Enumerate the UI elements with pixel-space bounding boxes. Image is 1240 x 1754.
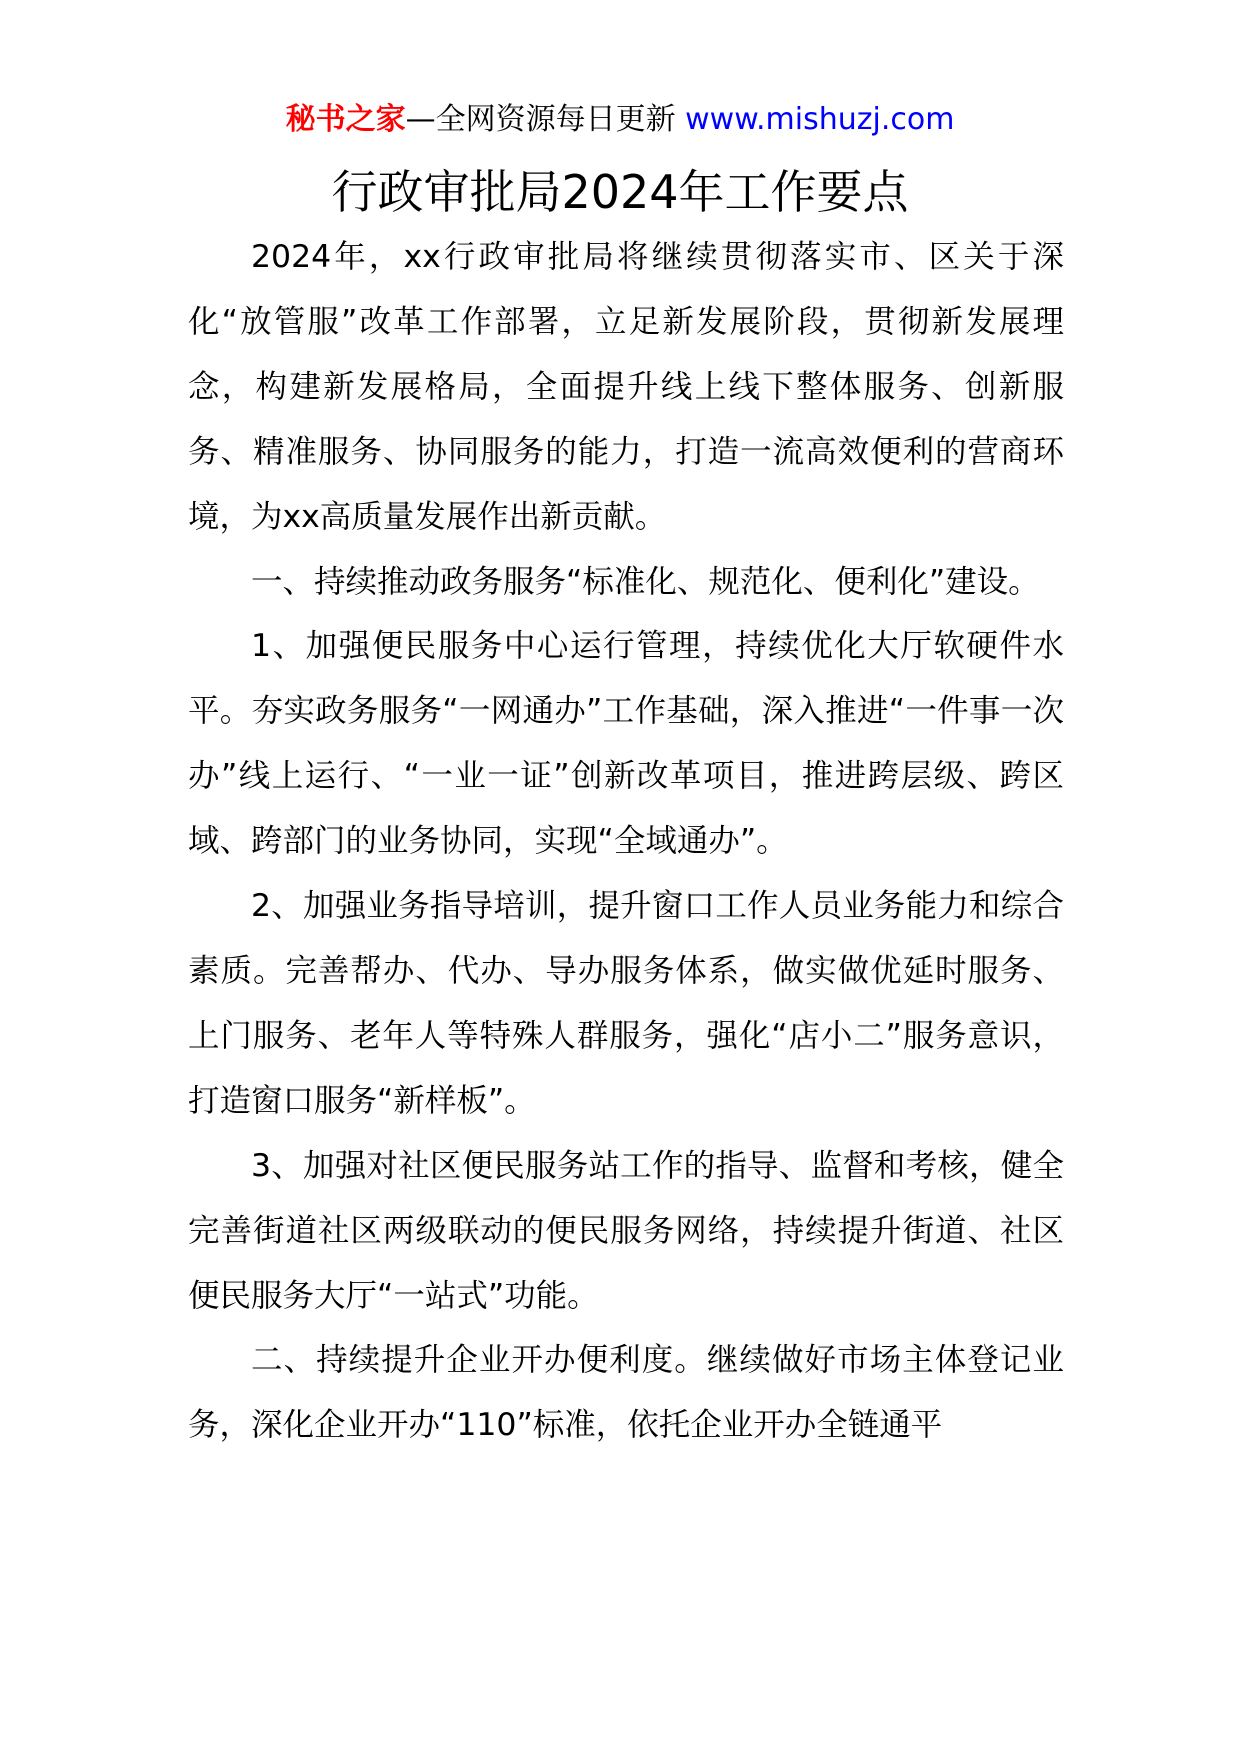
brand-name: 秘书之家 (285, 102, 406, 137)
paragraph-item-3: 3、加强对社区便民服务站工作的指导、监督和考核，健全完善街道社区两级联动的便民服务网络，持续提升街道、社区便民服务大厅“一站式”功能。 (188, 1147, 1064, 1314)
document-title: 行政审批局2024年工作要点 (331, 165, 909, 219)
document-body (188, 225, 1064, 1458)
paragraph-intro: 2024年，xx行政审批局将继续贯彻落实市、区关于深化“放管服”改革工作部署，立足新发展阶段，贯彻新发展理念，构建新发展格局，全面提升线上线下整体服务、创新服务、精准服务、协同服务的能力，打造一流高效便利的营商环境，为xx高质量发展作出新贡献。 (188, 239, 1064, 535)
site-url-link[interactable]: www.mishuzj.com (685, 102, 955, 137)
paragraph-section-2-heading: 二、持续提升企业开办便利度。继续做好市场主体登记业务，深化企业开办“110”标准，依托企业开办全链通平 (188, 1342, 1064, 1444)
header-tagline: —全网资源每日更新 (405, 102, 676, 137)
paragraph-item-2: 2、加强业务指导培训，提升窗口工作人员业务能力和综合素质。完善帮办、代办、导办服务体系，做实做优延时服务、上门服务、老年人等特殊人群服务，强化“店小二”服务意识，打造窗口服务“新样板”。 (188, 888, 1064, 1119)
paragraph-section-1-heading: 一、持续推动政务服务“标准化、规范化、便利化”建设。 (251, 563, 1040, 600)
site-header (0, 100, 1240, 140)
paragraph-item-1: 1、加强便民服务中心运行管理，持续优化大厅软硬件水平。夯实政务服务“一网通办”工作基础，深入推进“一件事一次办”线上运行、“一业一证”创新改革项目，推进跨层级、跨区域、跨部门的业务协同，实现“全域通办”。 (188, 628, 1064, 860)
